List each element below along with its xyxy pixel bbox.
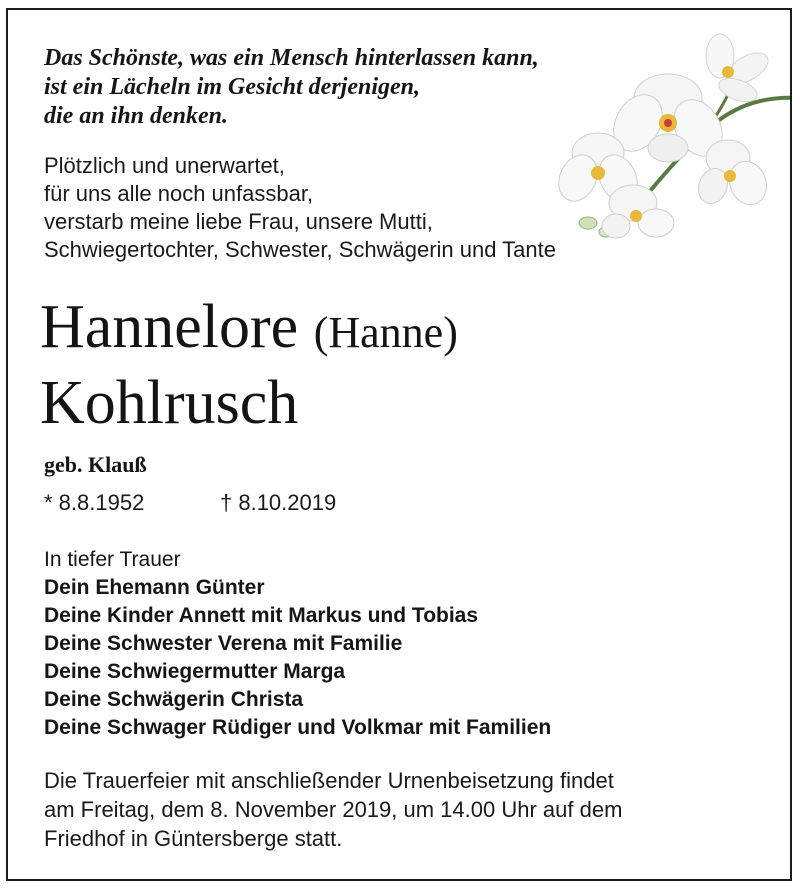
mourner-item: Deine Kinder Annett mit Markus und Tobias	[44, 604, 479, 627]
obituary-notice	[6, 8, 792, 881]
mourners-heading: In tiefer Trauer	[44, 548, 181, 571]
birth-name: geb. Klauß	[44, 452, 147, 477]
announcement-line: Schwiegertochter, Schwester, Schwägerin und Tante	[44, 237, 557, 262]
first-name: Hannelore	[40, 293, 299, 361]
mourner-item: Deine Schwägerin Christa	[44, 688, 304, 711]
deceased-name	[40, 292, 458, 438]
announcement-line: Plötzlich und unerwartet,	[44, 153, 285, 178]
funeral-service-info	[44, 766, 622, 853]
quote-line: Das Schönste, was ein Mensch hinterlassen kann,	[44, 45, 539, 71]
birth-date: * 8.8.1952	[44, 490, 145, 515]
mourner-item: Deine Schwiegermutter Marga	[44, 660, 346, 683]
service-line: Friedhof in Güntersberge statt.	[44, 826, 343, 851]
death-date: † 8.10.2019	[220, 490, 337, 515]
last-name: Kohlrusch	[40, 369, 299, 437]
nickname: (Hanne)	[313, 308, 458, 357]
mourner-item: Dein Ehemann Günter	[44, 576, 265, 599]
life-dates	[44, 490, 337, 516]
service-line: am Freitag, dem 8. November 2019, um 14.00 Uhr auf dem	[44, 797, 623, 822]
announcement-text	[44, 152, 556, 264]
announcement-line: verstarb meine liebe Frau, unsere Mutti,	[44, 209, 433, 234]
service-line: Die Trauerfeier mit anschließender Urnenbeisetzung findet	[44, 768, 614, 793]
mourner-item: Deine Schwager Rüdiger und Volkmar mit Familien	[44, 716, 552, 739]
mourners-list	[44, 546, 551, 742]
quote-line: ist ein Lächeln im Gesicht derjenigen,	[44, 74, 420, 100]
orchid-flower-icon	[548, 28, 792, 248]
mourner-item: Deine Schwester Verena mit Familie	[44, 632, 403, 655]
quote-line: die an ihn denken.	[44, 103, 229, 129]
announcement-line: für uns alle noch unfassbar,	[44, 181, 314, 206]
